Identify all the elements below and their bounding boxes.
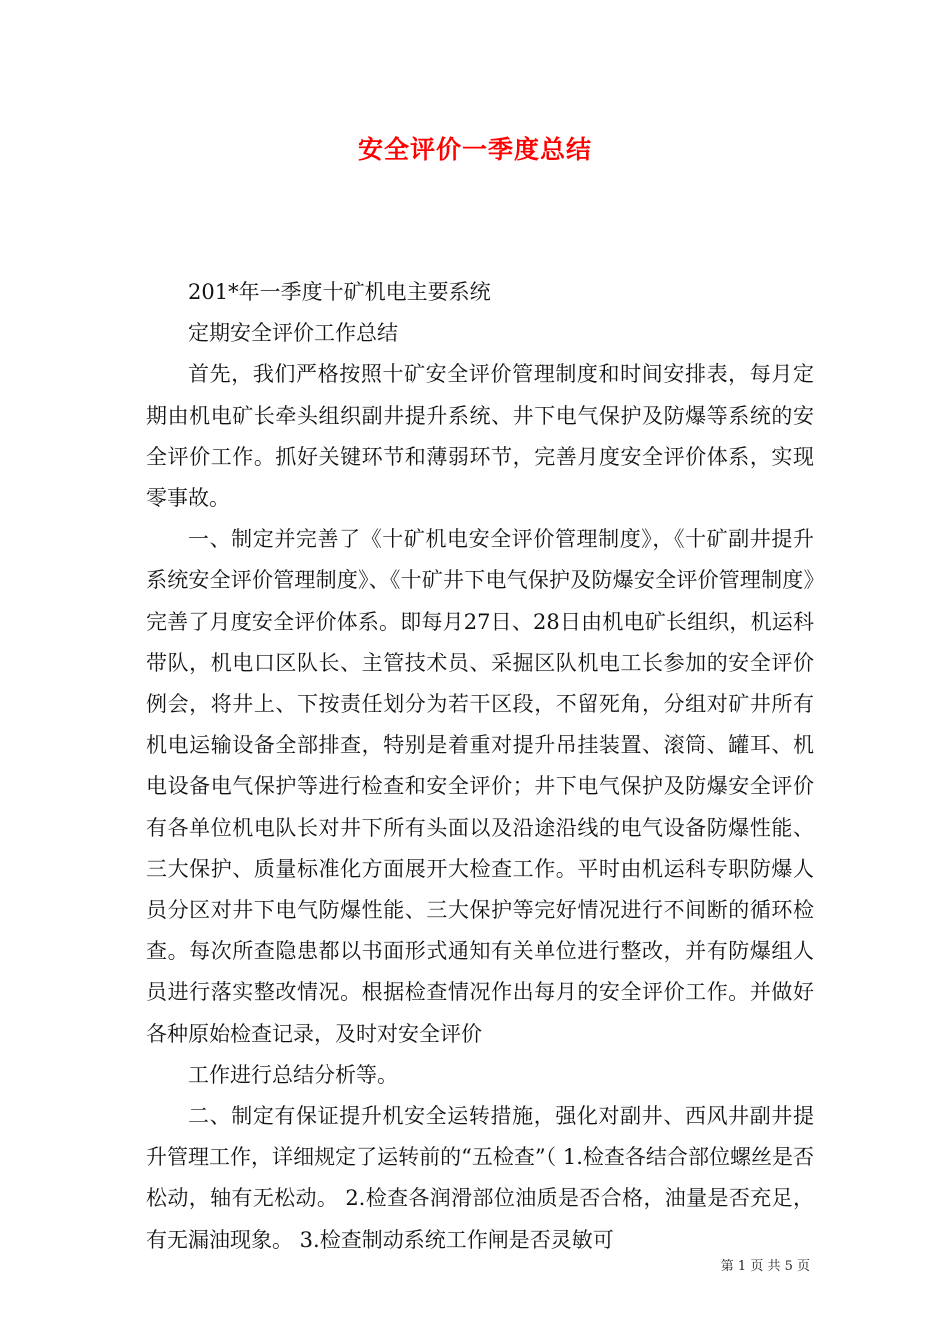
paragraph: 首先，我们严格按照十矿安全评价管理制度和时间安排表，每月定期由机电矿长牵头组织副井提升系统、井下电气保护及防爆等系统的安全评价工作。抓好关键环节和薄弱环节，完善月度安全评价体系，实现零事故。 [146, 362, 814, 511]
paragraph: 一、制定并完善了《十矿机电安全评价管理制度》，《十矿副井提升系统安全评价管理制度》、《十矿井下电气保护及防爆安全评价管理制度》完善了月度安全评价体系。即每月27日、28日由机电矿长组织，机运科带队，机电口区队长、主管技术员、采掘区队机电工长参加的安全评价例会，将井上、下按责任划分为若干区段，不留死角，分组对矿井所有机电运输设备全部排查，特别是着重对提升吊挂装置、滚筒、罐耳、机电设备电气保护等进行检查和安全评价；井下电气保护及防爆安全评价有各单位机电队长对井下所有头面以及沿途沿线的电气设备防爆性能、三大保护、质量标准化方面展开大检查工作。平时由机运科专职防爆人员分区对井下电气防爆性能、三大保护等完好情况进行不间断的循环检查。每次所查隐患都以书面形式通知有关单位进行整改，并有防爆组人员进行落实整改情况。根据检查情况作出每月的安全评价工作。并做好各种原始检查记录，及时对安全评价 [146, 527, 814, 1046]
paragraph: 定期安全评价工作总结 [188, 321, 398, 346]
document-body [146, 272, 814, 1261]
paragraph: 二、制定有保证提升机安全运转措施，强化对副井、西风井副井提升管理工作，详细规定了运转前的“五检查”（ 1.检查各结合部位螺丝是否松动，轴有无松动。 2.检查各润滑部位油质是否合格，油量是否充足，有无漏油现象。 3.检查制动系统工作闸是否灵敏可 [146, 1104, 814, 1252]
page-number: 第 1 页 共 5 页 [720, 1259, 810, 1274]
paragraph: 201*年一季度十矿机电主要系统 [188, 280, 491, 304]
paragraph: 工作进行总结分析等。 [188, 1062, 398, 1087]
document-title: 安全评价一季度总结 [357, 135, 592, 164]
